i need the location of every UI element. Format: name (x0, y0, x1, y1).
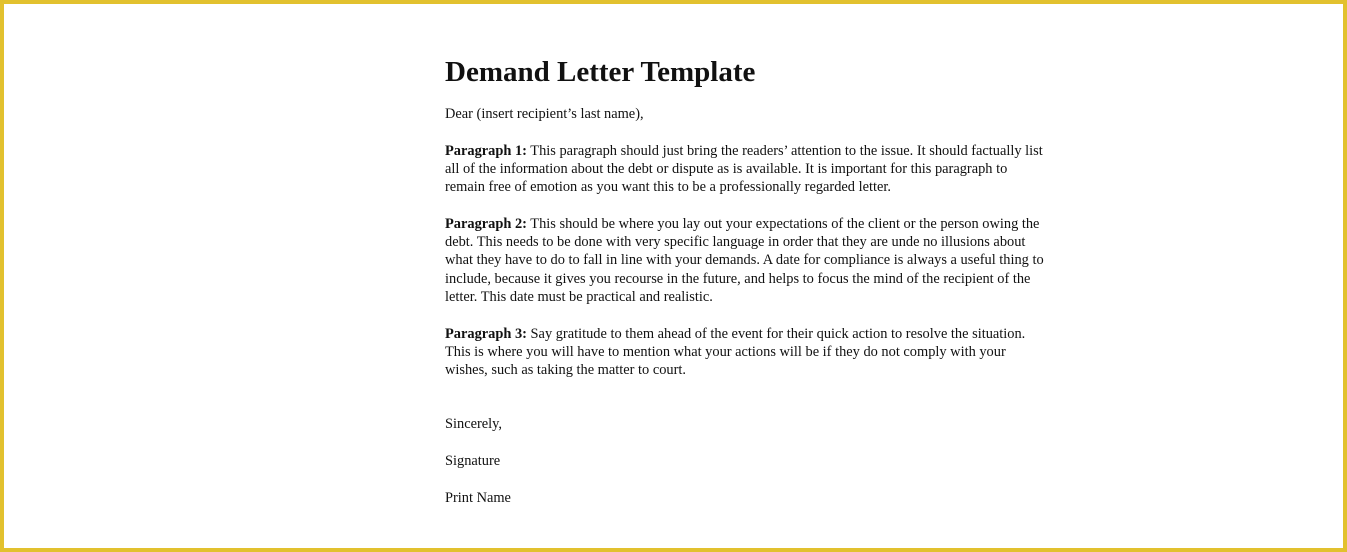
salutation: Dear (insert recipient’s last name), (445, 106, 644, 122)
paragraph-3-label: Paragraph 3: (445, 325, 527, 342)
signature-line: Signature (445, 453, 501, 470)
paragraph-2 (445, 215, 1045, 306)
paragraph-2-label: Paragraph 2: (445, 215, 527, 232)
document-title: Demand Letter Template (445, 56, 756, 88)
letter-template (445, 52, 1045, 507)
paragraph-1 (445, 142, 1045, 197)
print-name-line: Print Name (445, 489, 511, 506)
paragraph-3 (445, 325, 1045, 380)
paragraph-1-label: Paragraph 1: (445, 142, 527, 159)
paragraph-3-text: Say gratitude to them ahead of the event for their quick action to resolve the situation. This is where you will have to mention what your actions will be if they do not comply with your wishes, such as taking the matter to court. (445, 325, 1026, 379)
letter-body (445, 105, 1045, 507)
closing: Sincerely, (445, 416, 503, 433)
paragraph-2-text: This should be where you lay out your expectations of the client or the person owing the debt. This needs to be done with very specific language in order that they are unde no illusions about what they have to do to fall in line with your demands. A date for compliance is always a useful thing to include, because it gives you recourse in the future, and helps to focus the mind of the recipient of the letter. This date must be practical and realistic. (445, 215, 1044, 305)
paragraph-1-text: This paragraph should just bring the readers’ attention to the issue. It should factually list all of the information about the debt or dispute as is available. It is important for this paragraph to remain free of emotion as you want this to be a professionally regarded letter. (445, 142, 1043, 196)
